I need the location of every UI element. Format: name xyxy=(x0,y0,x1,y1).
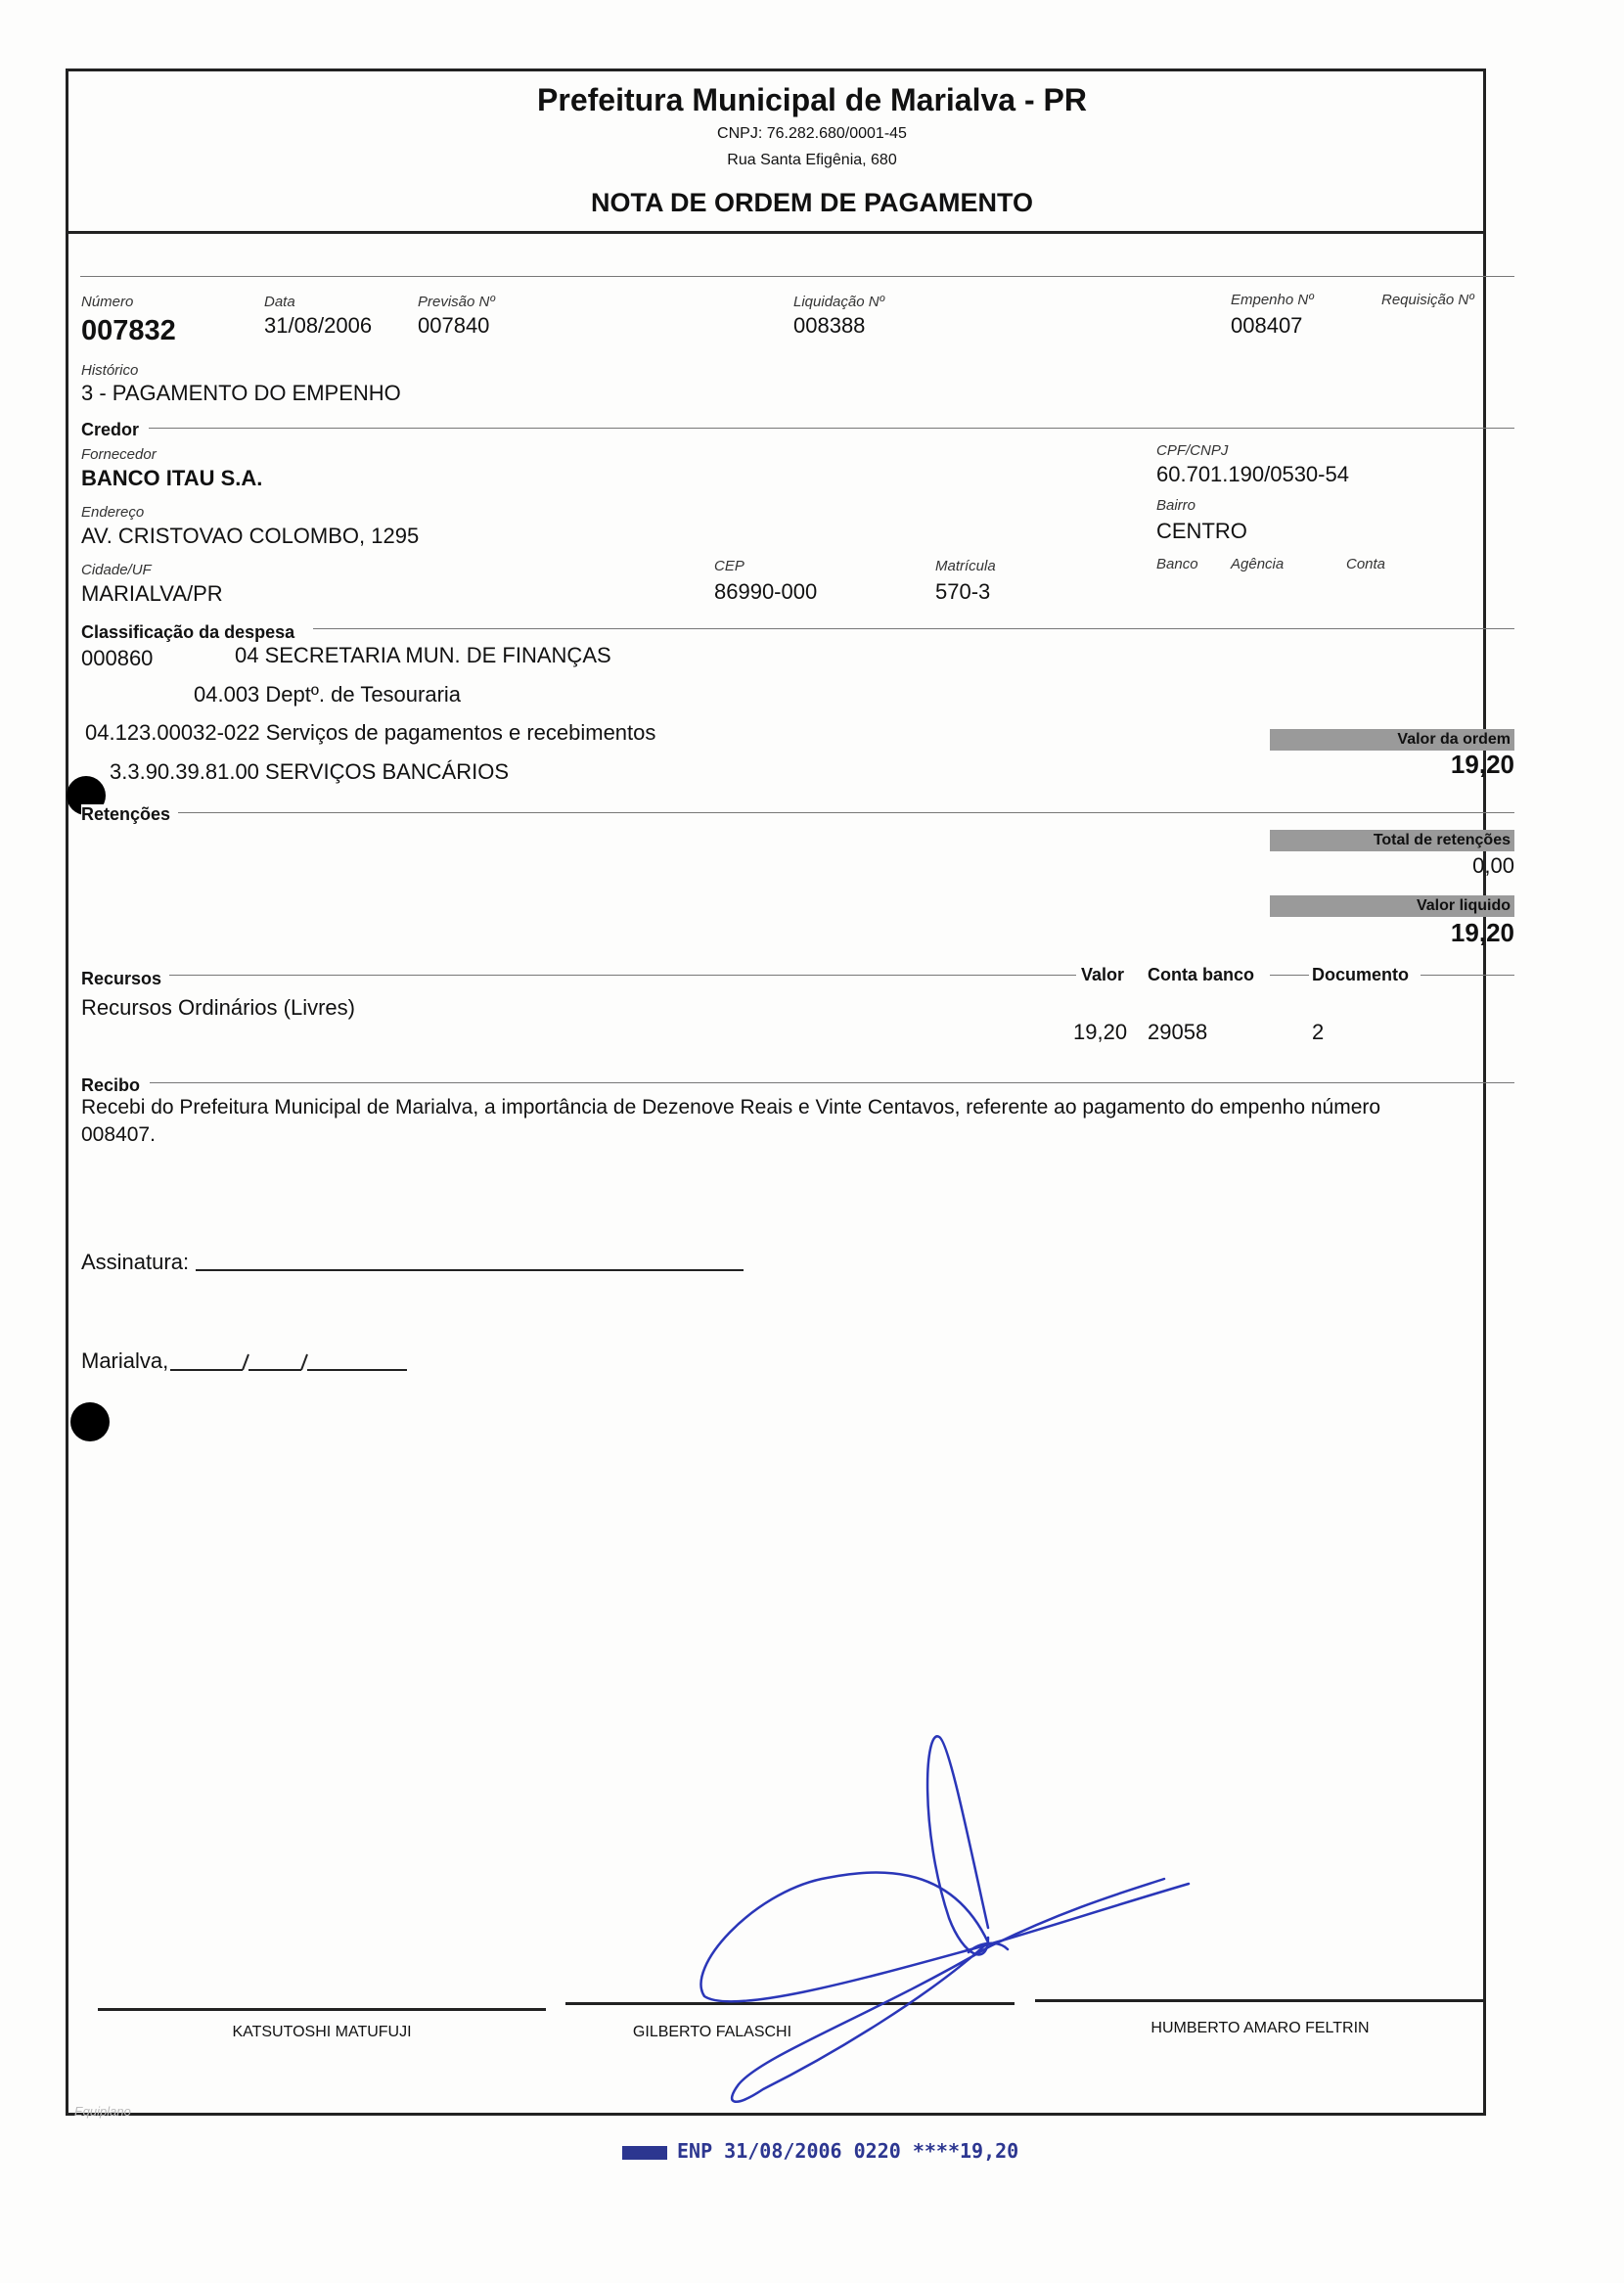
valor-liquido-value: 19,20 xyxy=(1450,918,1514,947)
date-blank-lines xyxy=(168,1350,413,1374)
total-retencoes-value: 0,00 xyxy=(1472,853,1514,878)
classificacao-heading: Classificação da despesa xyxy=(81,622,295,642)
credor-rule xyxy=(149,428,1514,429)
cep-value: 86990-000 xyxy=(714,579,818,604)
recibo-text-line1: Recebi do Prefeitura Municipal de Marialva, a importância de Dezenove Reais e Vinte Centavos, referente ao pagamento do empenho número xyxy=(81,1096,1381,1119)
numero-value: 007832 xyxy=(81,315,176,346)
matricula-value: 570-3 xyxy=(935,579,991,604)
valor-ordem-value: 19,20 xyxy=(1450,750,1514,779)
classificacao-rule xyxy=(313,628,1514,629)
orgao-text: 04 SECRETARIA MUN. DE FINANÇAS xyxy=(235,643,611,667)
local-data-label: Marialva, xyxy=(81,1348,169,1373)
liquidacao-value: 008388 xyxy=(793,313,866,338)
historico-value: 3 - PAGAMENTO DO EMPENHO xyxy=(81,381,401,405)
classificacao-code: 000860 xyxy=(81,646,154,670)
valor-liquido-label: Valor liquido xyxy=(1270,895,1514,917)
previsao-label: Previsão Nº xyxy=(418,294,495,310)
conta-label: Conta xyxy=(1346,556,1386,572)
credor-heading: Credor xyxy=(81,420,140,439)
total-retencoes-label: Total de retenções xyxy=(1270,830,1514,851)
recursos-rule-end xyxy=(1421,975,1514,976)
recursos-valor-label: Valor xyxy=(1081,965,1125,984)
numero-label: Número xyxy=(81,294,134,310)
bairro-label: Bairro xyxy=(1156,497,1196,514)
matricula-label: Matrícula xyxy=(935,558,996,574)
data-value: 31/08/2006 xyxy=(264,313,373,338)
handwritten-signature xyxy=(675,1722,1223,2123)
fornecedor-value: BANCO ITAU S.A. xyxy=(81,466,263,490)
empenho-value: 008407 xyxy=(1231,313,1303,338)
recursos-rule-mid xyxy=(1270,975,1309,976)
signatory-name-3: HUMBERTO AMARO FELTRIN xyxy=(1150,2020,1370,2036)
retencoes-heading: Retenções xyxy=(81,804,171,824)
header-divider xyxy=(66,231,1486,234)
punch-hole-bottom xyxy=(70,1402,110,1441)
signatory-name-1: KATSUTOSHI MATUFUJI xyxy=(232,2024,412,2040)
assinatura-label: Assinatura: xyxy=(81,1250,190,1274)
page-title: Prefeitura Municipal de Marialva - PR xyxy=(537,82,1087,117)
cidade-value: MARIALVA/PR xyxy=(81,581,223,606)
software-mark: Equiplano xyxy=(74,2104,131,2119)
address-text: Rua Santa Efigênia, 680 xyxy=(727,152,897,168)
fornecedor-label: Fornecedor xyxy=(81,446,157,463)
signatory-name-2: GILBERTO FALASCHI xyxy=(632,2024,792,2040)
historico-label: Histórico xyxy=(81,362,139,379)
cnpj-text: CNPJ: 76.282.680/0001-45 xyxy=(717,125,907,142)
stamp-value: ENP 31/08/2006 0220 ****19,20 xyxy=(677,2139,1019,2163)
recibo-rule xyxy=(150,1082,1514,1083)
recursos-rule xyxy=(169,975,1076,976)
retencoes-rule xyxy=(178,812,1514,813)
funcional-text: 04.123.00032-022 Serviços de pagamentos e recebimentos xyxy=(85,720,656,745)
recursos-conta-label: Conta banco xyxy=(1148,965,1255,984)
requisicao-label: Requisição Nº xyxy=(1381,292,1474,308)
data-label: Data xyxy=(264,294,295,310)
recursos-conta: 29058 xyxy=(1148,1020,1208,1044)
recibo-heading: Recibo xyxy=(81,1075,141,1095)
cep-label: CEP xyxy=(714,558,744,574)
signature-line-1 xyxy=(98,2008,546,2011)
previsao-value: 007840 xyxy=(418,313,490,338)
assinatura-line xyxy=(196,1269,744,1271)
valor-ordem-label: Valor da ordem xyxy=(1270,729,1514,751)
recursos-documento: 2 xyxy=(1312,1020,1325,1044)
recursos-descricao: Recursos Ordinários (Livres) xyxy=(81,995,355,1020)
bairro-value: CENTRO xyxy=(1156,519,1247,543)
recursos-valor: 19,20 xyxy=(1073,1020,1128,1044)
stamp-logo-icon xyxy=(622,2146,667,2160)
elemento-text: 3.3.90.39.81.00 SERVIÇOS BANCÁRIOS xyxy=(110,759,510,784)
endereco-label: Endereço xyxy=(81,504,145,521)
unidade-text: 04.003 Deptº. de Tesouraria xyxy=(194,682,462,707)
recibo-text-line2: 008407. xyxy=(81,1123,156,1146)
banco-label: Banco xyxy=(1156,556,1198,572)
recursos-heading: Recursos xyxy=(81,969,162,988)
cpf-label: CPF/CNPJ xyxy=(1156,442,1229,459)
cidade-label: Cidade/UF xyxy=(81,562,152,578)
document-title: NOTA DE ORDEM DE PAGAMENTO xyxy=(590,188,1033,217)
recursos-documento-label: Documento xyxy=(1312,965,1409,984)
cpf-value: 60.701.190/0530-54 xyxy=(1156,462,1349,486)
endereco-value: AV. CRISTOVAO COLOMBO, 1295 xyxy=(81,524,420,548)
top-rule xyxy=(80,276,1514,277)
empenho-label: Empenho Nº xyxy=(1231,292,1314,308)
agencia-label: Agência xyxy=(1231,556,1285,572)
stamp-text xyxy=(622,2139,1018,2163)
liquidacao-label: Liquidação Nº xyxy=(793,294,885,310)
